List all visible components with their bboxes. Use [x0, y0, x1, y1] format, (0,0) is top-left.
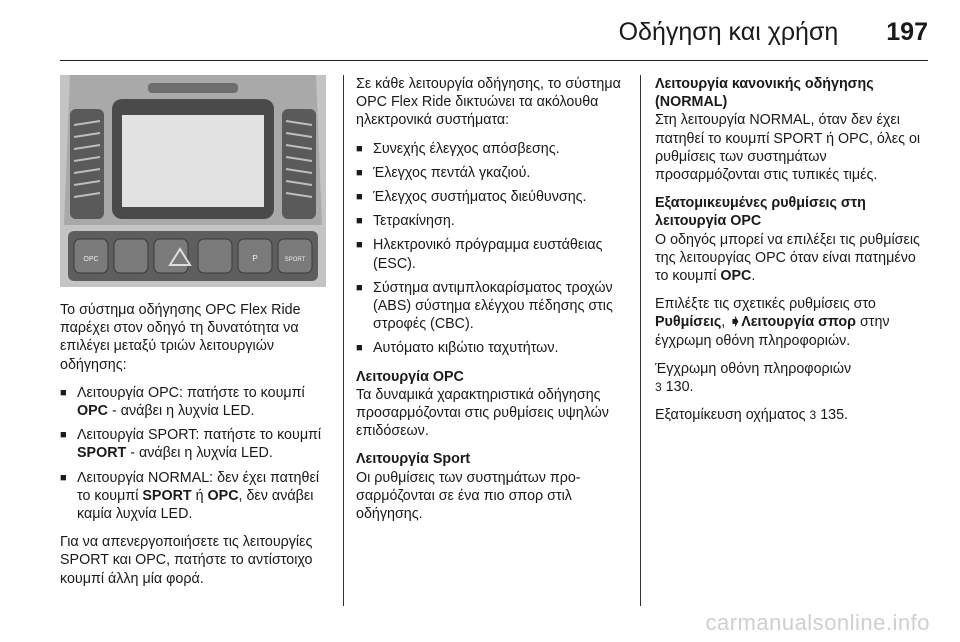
column-divider-2: [640, 75, 641, 606]
text: , δεν ανάβει καμία λυχνία LED.: [77, 487, 314, 523]
cross-reference-personalization: [655, 406, 930, 424]
text: ή: [191, 487, 208, 504]
normal-mode-text: Στη λειτουργία NORMAL, όταν δεν έχει πατηθεί το κουμπί SPORT ή OPC, όλες οι ρυθμίσεις των συστημάτων προσαρμόζονται στις τυπικές τιμές.: [655, 112, 921, 184]
arrow-icon: ➧: [729, 314, 742, 331]
systems-list: [356, 140, 628, 358]
text: Λειτουργία SPORT: πατήστε το κουμπί: [77, 427, 322, 444]
list-item: ■ Αυτόματο κιβώτιο ταχυτήτων.: [356, 339, 628, 357]
column-1: [60, 75, 326, 598]
page-ref-icon: 3: [809, 408, 817, 423]
text: Ο οδηγός μπορεί να επιλέξει τις ρυθμίσεις της λειτουργίας OPC όταν είναι πατημένο το κουμπί: [655, 231, 920, 285]
text: - ανάβει η λυχνία LED.: [107, 403, 255, 420]
button-ref: SPORT: [77, 445, 127, 462]
list-item: ■ Έλεγχος πεντάλ γκαζιού.: [356, 164, 628, 182]
custom-settings-heading: Εξατομικευμένες ρυθμίσεις στη λειτουργία OPC: [655, 195, 866, 230]
select-settings-text: [655, 295, 930, 350]
list-item: [60, 469, 326, 524]
opc-mode-text: Τα δυναμικά χαρακτηριστικά οδήγησης προσαρμόζονται στις ρυθμίσεις υψηλών επιδόσεων.: [356, 386, 609, 440]
button-ref: OPC: [77, 403, 108, 420]
page-ref-number: 130.: [665, 379, 694, 396]
opc-button-label: OPC: [83, 256, 99, 263]
column-2: [356, 75, 628, 533]
sport-mode-text: Οι ρυθμίσεις των συστημάτων προσαρμόζονται σε ένα πιο σπορ στιλ οδήγησης.: [356, 469, 581, 523]
dashboard-figure: [60, 75, 326, 287]
page-ref-icon: 3: [655, 380, 662, 395]
text: Επιλέξτε τις σχετικές ρυθμίσεις στο: [655, 296, 876, 313]
column-3: [655, 75, 930, 434]
menu-ref-settings: Ρυθμίσεις: [655, 314, 722, 331]
page-number: 197: [886, 17, 928, 46]
flexride-intro: Το σύστημα οδήγησης OPC Flex Ride παρέχει στον οδηγό τη δυνατότητα να επιλέγει μεταξύ τριών λειτουργιών οδήγησης:: [60, 302, 301, 373]
sport-button-label: SPORT: [284, 257, 306, 263]
sport-mode-heading: Λειτουργία Sport: [356, 451, 471, 468]
page-title: Οδήγηση και χρήση: [618, 17, 839, 46]
dashboard-illustration: [60, 75, 326, 287]
text: στην έγχρωμη οθόνη πληροφοριών.: [655, 314, 890, 349]
menu-ref-sport-mode: Λειτουργία σπορ: [741, 314, 856, 331]
page-ref-number: 135.: [820, 407, 849, 424]
normal-mode-heading: Λειτουργία κανονικής οδήγησης (NORMAL): [655, 76, 874, 111]
column-divider-1: [343, 75, 344, 606]
custom-settings-text: [655, 231, 930, 286]
cross-reference-display: [655, 360, 930, 396]
list-item: ■ Σύστημα αντιμπλοκαρίσματος τροχών (ABS) σύστημα ελέγχου πέδησης στις στροφές (CBC).: [356, 279, 628, 334]
systems-intro: Σε κάθε λειτουργία οδήγησης, το σύστημα OPC Flex Ride δικτυώνει τα ακόλουθα ηλεκτρονικά συστήματα:: [356, 76, 621, 129]
watermark: carmanualsonline.info: [705, 610, 930, 635]
list-item: [60, 426, 326, 462]
text: .: [751, 268, 756, 285]
opc-mode-heading: Λειτουργία OPC: [356, 368, 464, 385]
park-button-label: P: [252, 254, 258, 263]
text: Λειτουργία NORMAL: δεν έχει πατηθεί το κουμπί: [77, 469, 319, 504]
list-item: [60, 384, 326, 420]
button-ref: OPC: [207, 487, 239, 504]
text: ,: [721, 314, 730, 331]
list-item: ■ Έλεγχος συστήματος διεύθυνσης.: [356, 188, 628, 206]
text: Εξατομίκευση οχήματος: [655, 407, 806, 424]
list-item: ■ Συνεχής έλεγχος απόσβεσης.: [356, 140, 628, 158]
button-ref: SPORT: [142, 487, 192, 504]
mode-list: [60, 384, 326, 523]
header-rule: [60, 60, 928, 61]
list-item: ■ Τετρακίνηση.: [356, 212, 628, 230]
text: Λειτουργία OPC: πατήστε το κουμπί: [77, 384, 305, 401]
page-header: [619, 12, 928, 52]
button-ref: OPC: [720, 268, 752, 285]
text: Έγχρωμη οθόνη πληροφοριών: [655, 360, 852, 377]
deactivate-note: Για να απενεργοποιήσετε τις λειτουργίες SPORT και OPC, πατήστε το αντίστοιχο κουμπί άλλη μία φορά.: [60, 534, 313, 587]
list-item: ■ Ηλεκτρονικό πρόγραμμα ευστάθειας (ESC).: [356, 236, 628, 272]
text: - ανάβει η λυχνία LED.: [126, 445, 273, 462]
